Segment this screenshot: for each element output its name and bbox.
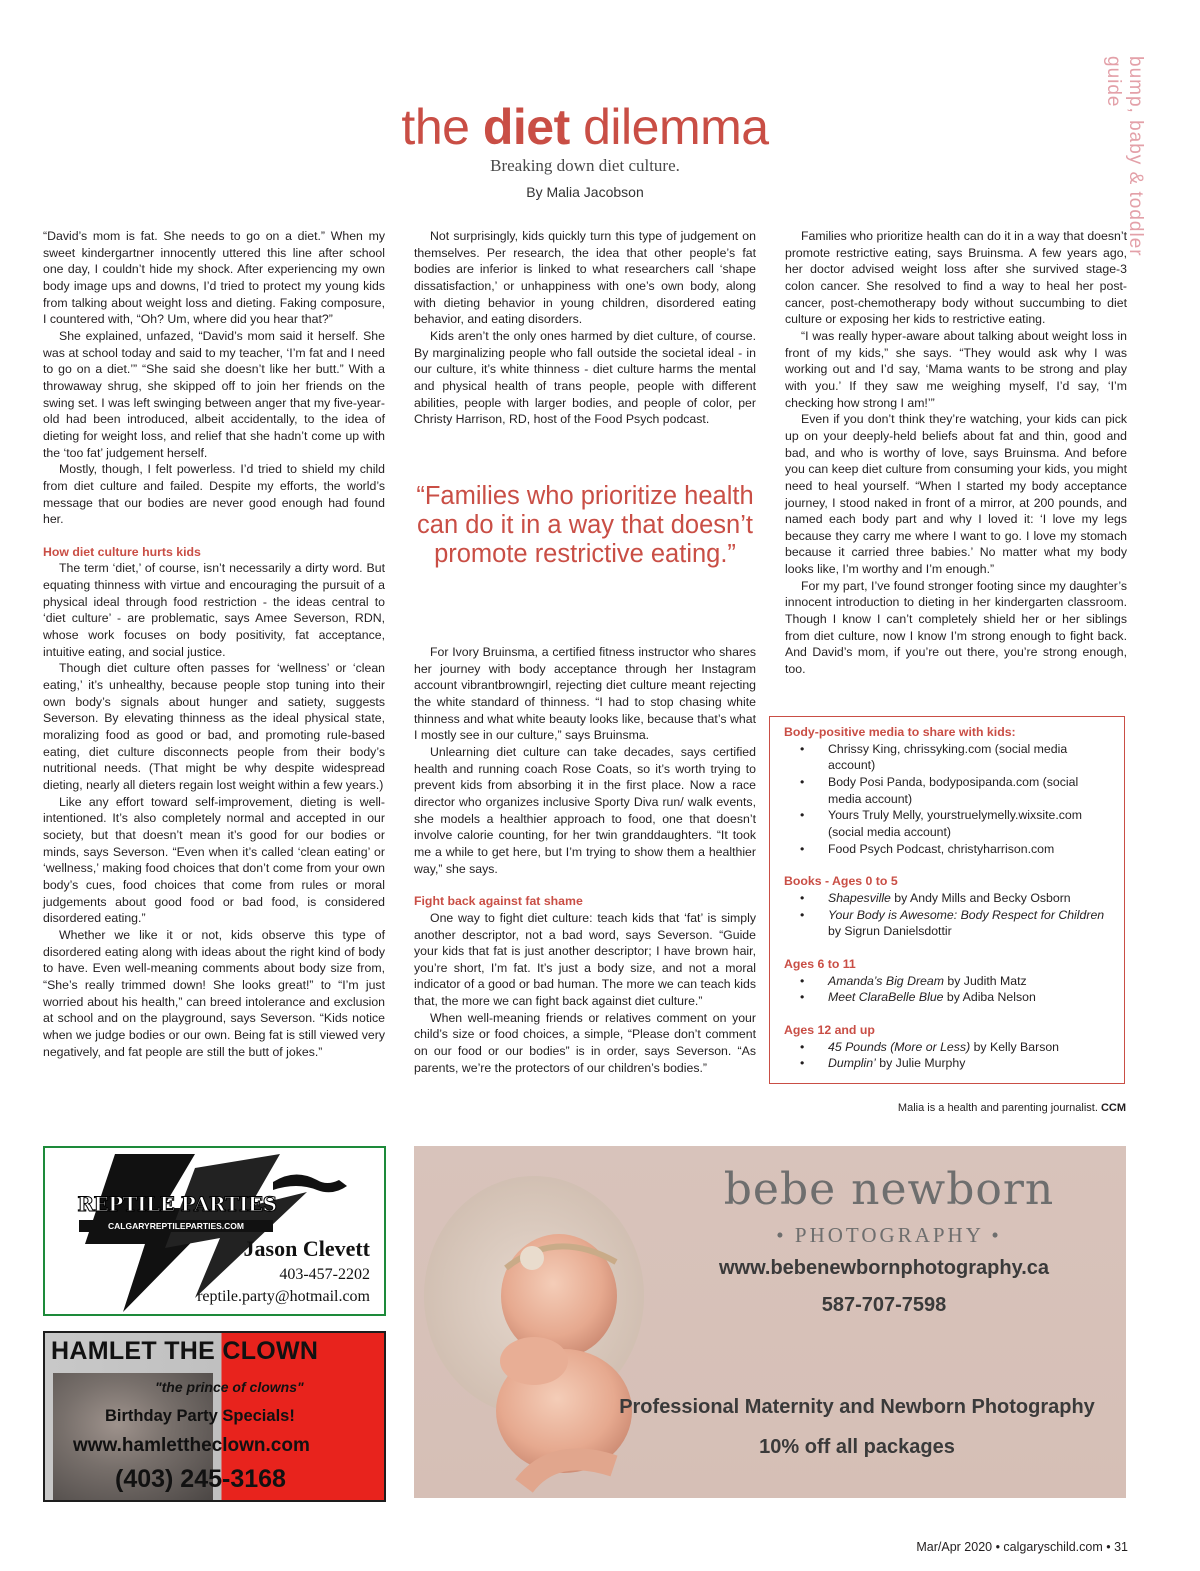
book-title: 45 Pounds (More or Less) [828,1039,971,1054]
book-title: Shapesville [828,890,891,905]
reptile-parties-ad[interactable] [43,1146,386,1316]
paragraph: For Ivory Bruinsma, a certified fitness instructor who shares her journey with body acceptance through her Instagram account vibrantbrowngirl, rejecting diet culture meant rejecting the white standard of thinness. “I had to stop chasing white thinness and what white beauty looks like, because that’s what I mostly see in our culture,” says Bruinsma. [414,645,756,743]
reptile-url: CALGARYREPTILEPARTIES.COM [79,1220,273,1232]
bebe-newborn-ad[interactable] [414,1146,1126,1498]
paragraph: Not surprisingly, kids quickly turn this type of judgement on themselves. Per research, the idea that other people’s fat bodies are inferior is linked to what researchers call ‘shape dissatisfaction,’ or unhappiness with one’s own body, along with dieting behavior in young children, disordered eating behavior, and eating disorders. [414,229,756,327]
books-12-up-list [784,1039,1114,1072]
clown-phone: (403) 245-3168 [115,1465,286,1493]
list-item: • Your Body is Awesome: Body Respect for Children by Sigrun Danielsdottir [800,907,1105,939]
books-12-up-heading: Ages 12 and up [784,1022,875,1037]
list-item: • Amanda’s Big Dream by Judith Matz [800,973,1027,988]
article-title [300,100,870,155]
paragraph: Unlearning diet culture can take decades, says certified health and running coach Rose Coats, so it’s worth trying to prevent kids from absorbing it in the first place. Now a race director who organizes inclusive Sporty Diva run/ walk events, she models a healthier approach to food, one that doesn’t involve calorie counting, for her twin granddaughters. “It took me a while to get here, but I’m trying to show them a healthier way,” she says. [414,744,756,876]
title-pre: the [401,99,483,155]
bullet-icon: • [800,741,805,756]
pull-quote: “Families who prioritize health can do it in a way that doesn’t promote restrictive eating.” [416,482,754,568]
bullet-icon: • [800,808,805,823]
article-byline: By Malia Jacobson [526,184,644,200]
list-item: • Meet ClaraBelle Blue by Adiba Nelson [800,990,1036,1005]
section-heading: How diet culture hurts kids [43,544,201,559]
article-column-3 [785,228,1127,678]
clown-specials: Birthday Party Specials! [105,1407,295,1425]
paragraph: Families who prioritize health can do it in a way that doesn’t promote restrictive eating, says Bruinsma. A few years ago, her doctor advised weight loss after she survived stage-3 colon cancer. She resolved to find a way to heal her post-cancer, post-chemotherapy body without succumbing to diet culture or exposing her kids to restrictive eating. [785,229,1127,327]
bebe-tagline: Professional Maternity and Newborn Photography [619,1396,1095,1418]
paragraph: When well-meaning friends or relatives comment on your child’s size or food choices, a simple, “Please don’t comment on our food or our bodies” is in order, says Severson. “As parents, we’re the protectors of our children’s bodies.” [414,1010,756,1075]
paragraph: The term ‘diet,’ of course, isn’t necessarily a dirty word. But equating thinness with virtue and encouraging the pursuit of a physical ideal through food restriction - the ideas central to ‘diet culture’ - are problematic, says Amee Severson, RDN, whose work focuses on body positivity, fat acceptance, intuitive eating, and social justice. [43,561,385,659]
list-item: • 45 Pounds (More or Less) by Kelly Barson [800,1039,1060,1054]
reptile-contact-name: Jason Clevett [243,1236,370,1261]
page-footer: Mar/Apr 2020 • calgaryschild.com • 31 [916,1540,1128,1554]
clown-tagline: "the prince of clowns" [155,1379,304,1395]
list-item: • Chrissy King, chrissyking.com (social media account) [800,741,1068,773]
hamlet-clown-ad[interactable] [43,1331,386,1502]
paragraph: She explained, unfazed, “David’s mom said it herself. She was at school today and said to my teacher, ‘I’m fat and I need to go on a diet.’” “She said she doesn’t like her butt.” With a throwaway shrug, she skipped off to join her friends on the swing set. I was left swinging between anger that my five-year-old had been introduced, albeit accidentally, to the idea of dieting for weight loss, and relief that she hadn’t come up with the ‘too fat’ judgement herself. [43,328,385,460]
resources-box [769,716,1125,1084]
bullet-icon: • [800,774,805,789]
book-title: Dumplin’ [828,1056,876,1071]
book-title: Amanda’s Big Dream [828,973,944,988]
media-heading: Body-positive media to share with kids: [784,725,1016,739]
reptile-brand: REPTILE PARTIES [77,1192,277,1216]
clown-website: www.hamlettheclown.com [73,1435,310,1456]
article-subtitle: Breaking down diet culture. [490,156,680,175]
bebe-offer: 10% off all packages [759,1436,955,1458]
title-bold: diet [482,99,570,155]
reptile-phone: 403-457-2202 [279,1266,370,1283]
books-6-11-list [784,973,1114,1006]
paragraph: For my part, I’ve found stronger footing since my daughter’s innocent introduction to dieting in her kindergarten classroom. Though I know I can’t completely shield her or her siblings from diet culture, now I know I’m strong enough to fight back. And David’s mom, if you’re out there, you’re strong enough, too. [785,578,1127,677]
bullet-icon: • [800,890,805,905]
reptile-email: reptile.party@hotmail.com [197,1288,370,1305]
bebe-website: www.bebenewbornphotography.ca [718,1257,1050,1279]
book-title: Meet ClaraBelle Blue [828,990,944,1005]
ccm-mark: CCM [1100,1102,1126,1114]
books-6-11-heading: Ages 6 to 11 [784,956,856,971]
media-list [784,741,1114,858]
list-item: • Shapesville by Andy Mills and Becky Osborn [800,890,1071,905]
bullet-icon: • [800,841,805,856]
clown-title: HAMLET THE CLOWN [51,1337,319,1365]
paragraph: Even if you don’t think they’re watching, your kids can pick up on your deeply-held beliefs about fat and thin, good and bad, and who is worthy of love, says Bruinsma. And before you can keep diet culture from consuming your kids, you might need to heal yourself. “When I started my body acceptance journey, I stood naked in front of a mirror, at 200 pounds, and named each body part and why I loved it: ‘I love my legs because they carry me where I want to go. I love my stomach because it carried three babies.’ No matter what my body looks like, I’m worthy and I’m enough.” [785,412,1127,577]
section-side-label: bump, baby & toddler guide [1103,56,1146,257]
article-column-2-top [414,228,756,428]
author-note: Malia is a health and parenting journalist. CCM [897,1102,1126,1114]
paragraph: “David’s mom is fat. She needs to go on a diet.” When my sweet kindergartner innocently uttered this line after school one day, I couldn’t hide my shock. After experiencing my own body image ups and downs, I’d tried to protect my young kids from talking about weight loss and dieting. Faking composure, I countered with, “Oh? Um, where did you hear that?” [43,229,385,327]
title-post: dilemma [569,99,769,155]
bebe-sub: • PHOTOGRAPHY • [776,1223,1002,1247]
bullet-icon: • [800,990,805,1005]
bullet-icon: • [800,973,805,988]
bebe-phone: 587-707-7598 [821,1294,947,1316]
bullet-icon: • [800,1056,805,1071]
article-column-2-bottom [414,644,756,1076]
section-heading: Fight back against fat shame [414,894,583,909]
bullet-icon: • [800,907,805,922]
paragraph: One way to fight diet culture: teach kids that ‘fat’ is simply another descriptor, not a bad word, says Severson. “Guide your kids that fat is just another descriptor; I have brown hair, you’re short, I’m fat. It’s just a body size, and not a moral indicator of a good or bad human. The more we can teach kids that, the more we can fight back against diet culture.” [414,910,756,1009]
list-item: • Yours Truly Melly, yourstruelymelly.wixsite.com (social media account) [800,808,1082,839]
paragraph: Whether we like it or not, kids observe this type of disordered eating along with ideas about the right kind of body to have. Even well-meaning comments about body size from, “She’s really trimmed down! She looks great!” to “I’m just worried about his health,” can breed intolerance and exclusion at school and on the playground, says Severson. “Kids notice when we judge bodies or our own. Being fat is still viewed very negatively, and fat people are still the butt of jokes.” [43,927,385,1059]
bebe-brand: bebe newborn [723,1164,1055,1215]
paragraph: Though diet culture often passes for ‘wellness’ or ‘clean eating,’ it’s unhealthy, because people stop tuning into their own body’s signals about hunger and satiety, suggests Severson. By elevating thinness as the ideal physical state, moralizing food as good or bad, and promoting rule-based eating, diet culture disconnects people from their body’s nutritional needs. (That might be why despite widespread dieting, nearly all dieters regain lost weight within a few years.) [43,661,385,792]
list-item: • Body Posi Panda, bodyposipanda.com (social media account) [800,774,1079,806]
paragraph: Mostly, though, I felt powerless. I’d tried to shield my child from diet culture and failed. Despite my efforts, the world’s message that our bodies are never good enough had found her. [43,462,385,527]
paragraph: Like any effort toward self-improvement, dieting is well-intentioned. It’s also completely normal and accepted in our society, but that doesn’t mean it’s good for our bodies or minds, says Severson. “Even when it’s called ‘clean eating’ or ‘wellness,’ making food choices that don’t come from your own body’s cues, food choices that come from rules or moral judgements about good food or bad food, is considered disordered eating.” [43,794,385,926]
books-0-5-heading: Books - Ages 0 to 5 [784,874,898,889]
article-column-1 [43,228,385,1060]
bullet-icon: • [800,1039,805,1054]
list-item: • Food Psych Podcast, christyharrison.com [800,841,1055,856]
list-item: • Dumplin’ by Julie Murphy [800,1056,966,1071]
paragraph: Kids aren’t the only ones harmed by diet culture, of course. By marginalizing people who fall outside the societal ideal - in our culture, it’s white thinness - diet culture harms the mental and physical health of trans people, people with different abilities, people with larger bodies, and people of color, per Christy Harrison, RD, host of the Food Psych podcast. [414,328,756,427]
books-0-5-list [784,890,1114,940]
book-title: Your Body is Awesome: Body Respect for Children [828,907,1105,922]
paragraph: “I was really hyper-aware about talking about weight loss in front of my kids,” she says. “They would ask why I was working out and I’d say, ‘Mama wants to be strong and play with you.’ If they saw me weighing myself, I’d say, ‘I’m checking how strong I am!’” [785,328,1127,410]
